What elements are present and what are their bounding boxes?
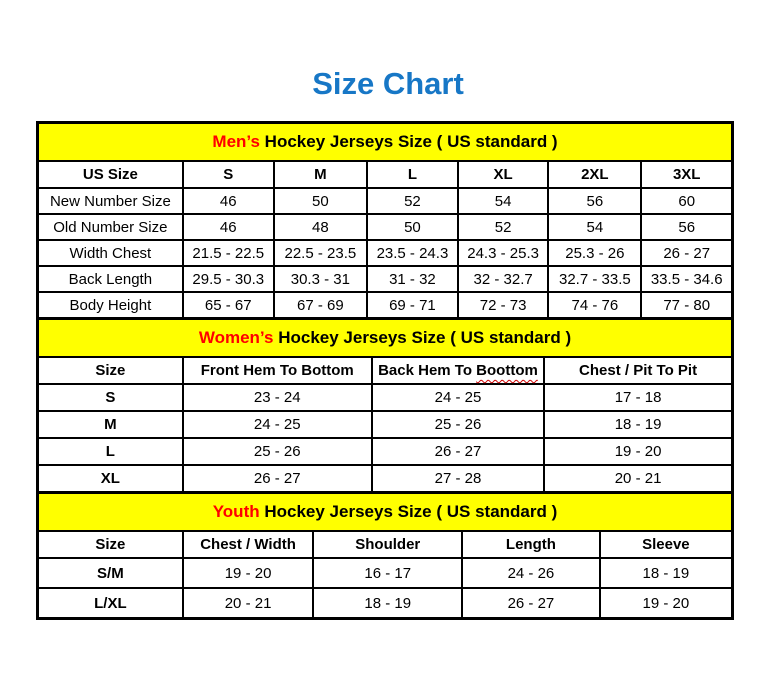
mens-cell-2-2: 22.5 - 23.5 — [274, 240, 367, 266]
youth-cell-1-0: L/XL — [38, 588, 183, 619]
womens-cell-3-2: 27 - 28 — [372, 465, 544, 493]
mens-cell-0-3: 52 — [367, 188, 458, 214]
mens-cell-1-4: 52 — [458, 214, 548, 240]
mens-col-header-4: XL — [458, 161, 548, 188]
mens-cell-4-5: 74 - 76 — [548, 292, 641, 319]
mens-cell-1-1: 46 — [183, 214, 274, 240]
mens-cell-1-5: 54 — [548, 214, 641, 240]
youth-cell-0-4: 18 - 19 — [600, 558, 733, 588]
mens-cell-2-0: Width Chest — [38, 240, 183, 266]
youth-cell-0-3: 24 - 26 — [462, 558, 600, 588]
womens-cell-2-3: 19 - 20 — [544, 438, 732, 465]
mens-cell-0-1: 46 — [183, 188, 274, 214]
womens-header-row — [38, 357, 733, 384]
mens-cell-4-2: 67 - 69 — [274, 292, 367, 319]
youth-col-header-1: Chest / Width — [183, 531, 314, 558]
mens-cell-2-4: 24.3 - 25.3 — [458, 240, 548, 266]
youth-size-table — [36, 491, 734, 620]
mens-cell-1-0: Old Number Size — [38, 214, 183, 240]
womens-cell-1-1: 24 - 25 — [183, 411, 372, 438]
womens-cell-0-3: 17 - 18 — [544, 384, 732, 411]
youth-col-header-2: Shoulder — [313, 531, 462, 558]
mens-cell-2-5: 25.3 - 26 — [548, 240, 641, 266]
youth-col-header-0: Size — [38, 531, 183, 558]
mens-cell-4-6: 77 - 80 — [641, 292, 732, 319]
mens-cell-3-1: 29.5 - 30.3 — [183, 266, 274, 292]
womens-misspelled-word: Boottom — [476, 362, 538, 379]
womens-cell-2-0: L — [38, 438, 183, 465]
womens-cell-0-0: S — [38, 384, 183, 411]
mens-cell-0-6: 60 — [641, 188, 732, 214]
youth-cell-0-2: 16 - 17 — [313, 558, 462, 588]
mens-section-band — [38, 123, 733, 162]
youth-col-header-4: Sleeve — [600, 531, 733, 558]
mens-col-header-1: S — [183, 161, 274, 188]
mens-col-header-6: 3XL — [641, 161, 732, 188]
youth-header-row — [38, 531, 733, 558]
womens-band-text: Hockey Jerseys Size ( US standard ) — [273, 328, 572, 347]
womens-col-header-1: Front Hem To Bottom — [183, 357, 372, 384]
mens-cell-3-0: Back Length — [38, 266, 183, 292]
mens-cell-4-1: 65 - 67 — [183, 292, 274, 319]
youth-cell-1-4: 19 - 20 — [600, 588, 733, 619]
youth-cell-1-2: 18 - 19 — [313, 588, 462, 619]
mens-cell-3-5: 32.7 - 33.5 — [548, 266, 641, 292]
mens-row-4 — [38, 292, 733, 319]
womens-size-table — [36, 317, 734, 494]
mens-cell-2-3: 23.5 - 24.3 — [367, 240, 458, 266]
mens-col-header-2: M — [274, 161, 367, 188]
mens-row-1 — [38, 214, 733, 240]
mens-cell-1-2: 48 — [274, 214, 367, 240]
mens-cell-3-4: 32 - 32.7 — [458, 266, 548, 292]
youth-band-text: Hockey Jerseys Size ( US standard ) — [259, 502, 558, 521]
womens-row-0 — [38, 384, 733, 411]
womens-row-2 — [38, 438, 733, 465]
mens-cell-2-6: 26 - 27 — [641, 240, 732, 266]
mens-cell-1-3: 50 — [367, 214, 458, 240]
youth-row-0 — [38, 558, 733, 588]
womens-cell-3-0: XL — [38, 465, 183, 493]
womens-col-header-0: Size — [38, 357, 183, 384]
womens-cell-0-1: 23 - 24 — [183, 384, 372, 411]
mens-col-header-5: 2XL — [548, 161, 641, 188]
womens-cell-2-1: 25 - 26 — [183, 438, 372, 465]
mens-cell-3-2: 30.3 - 31 — [274, 266, 367, 292]
womens-row-1 — [38, 411, 733, 438]
womens-row-3 — [38, 465, 733, 493]
mens-cell-4-3: 69 - 71 — [367, 292, 458, 319]
womens-band-accent: Women’s — [198, 328, 274, 347]
mens-header-row — [38, 161, 733, 188]
mens-band-accent: Men’s — [212, 132, 260, 151]
womens-col-header-3: Chest / Pit To Pit — [544, 357, 732, 384]
womens-cell-2-2: 26 - 27 — [372, 438, 544, 465]
mens-cell-3-6: 33.5 - 34.6 — [641, 266, 732, 292]
page-title: Size Chart — [312, 66, 464, 101]
youth-cell-0-0: S/M — [38, 558, 183, 588]
mens-cell-1-6: 56 — [641, 214, 732, 240]
mens-cell-4-4: 72 - 73 — [458, 292, 548, 319]
mens-cell-4-0: Body Height — [38, 292, 183, 319]
youth-col-header-3: Length — [462, 531, 600, 558]
womens-cell-1-3: 18 - 19 — [544, 411, 732, 438]
mens-band-text: Hockey Jerseys Size ( US standard ) — [259, 132, 558, 151]
youth-cell-1-3: 26 - 27 — [462, 588, 600, 619]
mens-col-header-0: US Size — [38, 161, 183, 188]
size-tables-container — [36, 121, 734, 620]
mens-cell-3-3: 31 - 32 — [367, 266, 458, 292]
mens-row-3 — [38, 266, 733, 292]
womens-cell-1-0: M — [38, 411, 183, 438]
womens-section-band — [38, 319, 733, 358]
mens-cell-2-1: 21.5 - 22.5 — [183, 240, 274, 266]
mens-cell-0-2: 50 — [274, 188, 367, 214]
womens-cell-3-3: 20 - 21 — [544, 465, 732, 493]
youth-cell-1-1: 20 - 21 — [183, 588, 314, 619]
mens-cell-0-4: 54 — [458, 188, 548, 214]
mens-size-table — [36, 121, 734, 320]
youth-band-accent: Youth — [212, 502, 260, 521]
mens-row-0 — [38, 188, 733, 214]
womens-cell-3-1: 26 - 27 — [183, 465, 372, 493]
mens-cell-0-0: New Number Size — [38, 188, 183, 214]
mens-col-header-3: L — [367, 161, 458, 188]
youth-row-1 — [38, 588, 733, 619]
mens-cell-0-5: 56 — [548, 188, 641, 214]
mens-row-2 — [38, 240, 733, 266]
womens-col-header-2: Back Hem To Boottom — [372, 357, 544, 384]
womens-cell-0-2: 24 - 25 — [372, 384, 544, 411]
womens-cell-1-2: 25 - 26 — [372, 411, 544, 438]
youth-cell-0-1: 19 - 20 — [183, 558, 314, 588]
youth-section-band — [38, 493, 733, 532]
